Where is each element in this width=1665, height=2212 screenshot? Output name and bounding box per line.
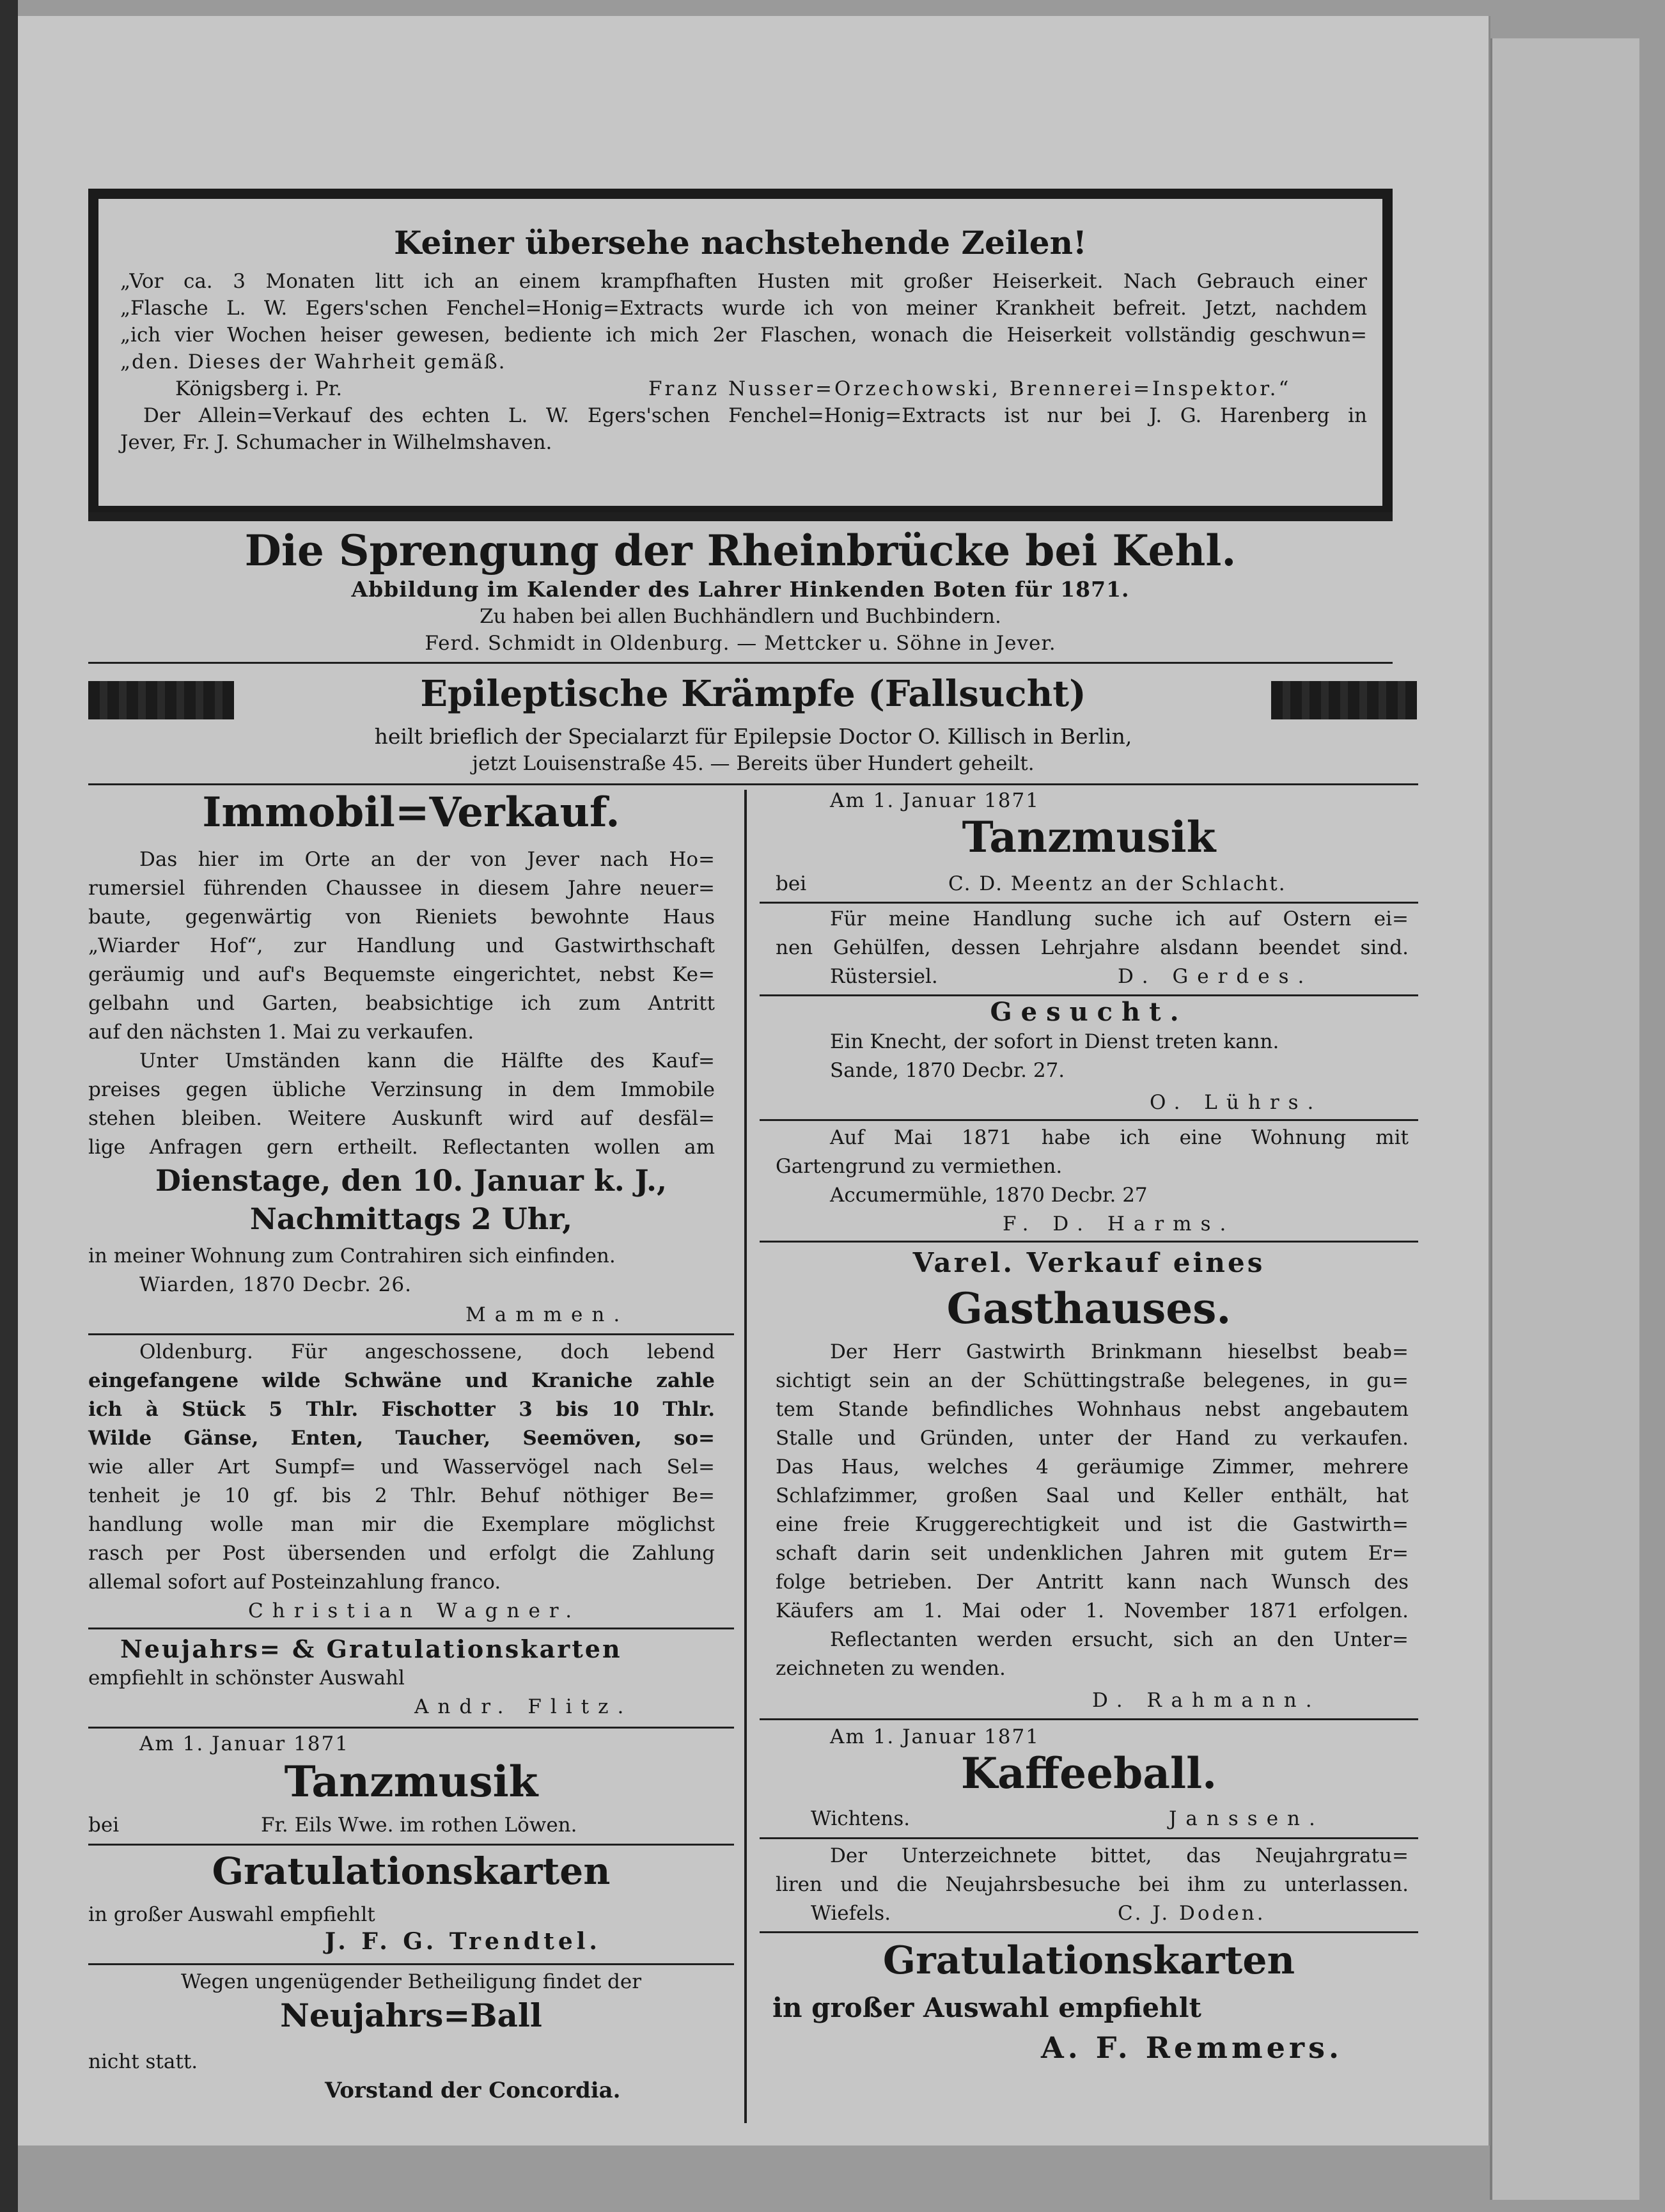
ball-signature: Vorstand der Concordia. xyxy=(325,2078,621,2103)
rule-left-3 xyxy=(88,1727,734,1729)
tanz-left-place: Fr. Eils Wwe. im rothen Löwen. xyxy=(261,1814,577,1837)
wagner-line-2: eingefangene wilde Schwäne und Kraniche zahle xyxy=(88,1369,715,1392)
immobil-date-2: Nachmittags 2 Uhr, xyxy=(249,1202,573,1236)
doden-line-1: Der Unterzeichnete bittet, das Neujahrgratu= xyxy=(830,1844,1409,1867)
varel-title-1: Varel. Verkauf eines xyxy=(912,1247,1265,1278)
ad-egers-title: Keiner übersehe nachstehende Zeilen! xyxy=(394,224,1087,262)
rule-right-1 xyxy=(760,902,1418,904)
immobil-line-5: geräumig und auf's Bequemste eingerichtet, nebst Ke= xyxy=(88,963,715,986)
ad-egers-line-3: „ich vier Wochen heiser gewesen, bediente ich mich 2er Flaschen, wonach die Heiserkeit vollständig geschwun= xyxy=(120,324,1367,347)
varel-line-12: zeichneten zu wenden. xyxy=(776,1657,1006,1680)
immobil-line-after: in meiner Wohnung zum Contrahiren sich einfinden. xyxy=(88,1244,616,1267)
immobil-line-1: Das hier im Orte an der von Jever nach Ho= xyxy=(139,848,715,871)
varel-line-9: folge betrieben. Der Antritt kann nach Wunsch des xyxy=(776,1571,1409,1594)
flitz-signature: Andr. Flitz. xyxy=(414,1695,633,1718)
rule-left-2 xyxy=(88,1628,734,1629)
immobil-line-3: baute, gegenwärtig von Rieniets bewohnte Haus xyxy=(88,906,715,929)
ad-egers-sales-1: Der Allein=Verkauf des echten L. W. Egers'schen Fenchel=Honig=Extracts ist nur bei J. G. Harenberg in xyxy=(143,404,1367,427)
ad-rheinbruecke-line-3: Ferd. Schmidt in Oldenburg. — Mettcker u. Söhne in Jever. xyxy=(425,632,1056,655)
rule-left-5 xyxy=(88,1963,734,1965)
kaffee-place: Wichtens. xyxy=(811,1807,911,1830)
immobil-line-6: gelbahn und Garten, beabsichtige ich zum Antritt xyxy=(88,992,715,1015)
varel-line-2: sichtigt sein an der Schüttingstraße belegenes, in gu= xyxy=(776,1369,1409,1392)
gerdes-signature: D. Gerdes. xyxy=(1118,965,1313,988)
ad-egers-place: Königsberg i. Pr. xyxy=(175,377,343,400)
immobil-line-4: „Wiarder Hof“, zur Handlung und Gastwirthschaft xyxy=(88,934,715,957)
gratulation-left-title: Gratulationskarten xyxy=(212,1849,611,1893)
wagner-line-6: tenheit je 10 gf. bis 2 Thlr. Behuf nöthiger Be= xyxy=(88,1484,715,1507)
varel-line-10: Käufers am 1. Mai oder 1. November 1871 erfolgen. xyxy=(776,1599,1409,1622)
varel-line-5: Das Haus, welches 4 geräumige Zimmer, mehrere xyxy=(776,1455,1409,1479)
rule-right-2 xyxy=(760,994,1418,996)
wagner-signature: Christian Wagner. xyxy=(248,1599,581,1622)
varel-line-1: Der Herr Gastwirth Brinkmann hieselbst beab= xyxy=(830,1340,1409,1363)
ad-egers-box xyxy=(88,189,1393,512)
tanz-right-place: C. D. Meentz an der Schlacht. xyxy=(948,872,1286,895)
ad-egers-signature: Franz Nusser=Orzechowski, Brennerei=Inspektor.“ xyxy=(648,377,1292,400)
gerdes-line-2: nen Gehülfen, dessen Lehrjahre alsdann beendet sind. xyxy=(776,936,1409,959)
immobil-line-11: lige Anfragen gern ertheilt. Reflectanten wollen am xyxy=(88,1136,715,1159)
doden-signature: C. J. Doden. xyxy=(1118,1902,1266,1925)
remmers-line: in großer Auswahl empfiehlt xyxy=(772,1992,1201,2023)
wagner-line-1: Oldenburg. Für angeschossene, doch lebend xyxy=(139,1340,715,1363)
gesucht-line-2: Sande, 1870 Decbr. 27. xyxy=(830,1059,1065,1082)
immobil-line-7: auf den nächsten 1. Mai zu verkaufen. xyxy=(88,1021,474,1044)
ball-line: Wegen ungenügender Betheiligung findet der xyxy=(180,1970,642,1993)
gerdes-line-1: Für meine Handlung suche ich auf Ostern ei= xyxy=(830,907,1409,930)
tanz-left-date: Am 1. Januar 1871 xyxy=(139,1732,349,1755)
wagner-line-4: Wilde Gänse, Enten, Taucher, Seemöven, so= xyxy=(88,1427,715,1450)
rule-below-epilepsie xyxy=(88,783,1418,785)
harms-signature: F. D. Harms. xyxy=(1003,1212,1235,1235)
gesucht-line-1: Ein Knecht, der sofort in Dienst treten kann. xyxy=(830,1030,1279,1053)
ad-epilepsie-line-1: heilt brieflich der Specialarzt für Epilepsie Doctor O. Killisch in Berlin, xyxy=(374,724,1132,749)
tanz-left-bei: bei xyxy=(88,1814,120,1837)
back-page-edge xyxy=(1490,38,1639,2200)
varel-line-4: Stalle und Gründen, unter der Hand zu verkaufen. xyxy=(776,1427,1409,1450)
wagner-line-9: allemal sofort auf Posteinzahlung franco. xyxy=(88,1571,501,1594)
ad-egers-line-1: „Vor ca. 3 Monaten litt ich an einem krampfhaften Husten mit großer Heiserkeit. Nach Gebrauch einer xyxy=(120,270,1367,293)
gratulation-left-signature: J. F. G. Trendtel. xyxy=(325,1928,601,1955)
immobil-line-9: preises gegen übliche Verzinsung in dem Immobile xyxy=(88,1078,715,1101)
wagner-line-5: wie aller Art Sumpf= und Wasservögel nach Sel= xyxy=(88,1455,715,1479)
tanz-right-bei: bei xyxy=(776,872,807,895)
ad-epilepsie-title: Epileptische Krämpfe (Fallsucht) xyxy=(420,673,1086,715)
tanz-right-date: Am 1. Januar 1871 xyxy=(830,789,1040,812)
doden-place: Wiefels. xyxy=(811,1902,891,1925)
immobil-line-8: Unter Umständen kann die Hälfte des Kauf= xyxy=(139,1049,715,1072)
book-spine xyxy=(0,0,18,2212)
harms-line-2: Gartengrund zu vermiethen. xyxy=(776,1155,1063,1178)
flitz-line: empfiehlt in schönster Auswahl xyxy=(88,1667,405,1690)
ad-egers-line-4: „den. Dieses der Wahrheit gemäß. xyxy=(120,350,506,373)
varel-line-3: tem Stande befindliches Wohnhaus nebst angebautem xyxy=(776,1398,1409,1421)
varel-line-7: eine freie Kruggerechtigkeit und ist die Gastwirth= xyxy=(776,1513,1409,1536)
immobil-place: Wiarden, 1870 Decbr. 26. xyxy=(139,1273,412,1296)
gerdes-place: Rüstersiel. xyxy=(830,965,938,988)
rule-left-1 xyxy=(88,1333,734,1335)
gratulation-left-line: in großer Auswahl empfiehlt xyxy=(88,1903,375,1926)
harms-line-3: Accumermühle, 1870 Decbr. 27 xyxy=(830,1184,1148,1207)
doden-line-2: liren und die Neujahrsbesuche bei ihm zu unterlassen. xyxy=(776,1873,1409,1896)
rule-right-6 xyxy=(760,1837,1418,1839)
gesucht-signature: O. Lührs. xyxy=(1150,1091,1323,1114)
remmers-signature: A. F. Remmers. xyxy=(1041,2030,1343,2065)
kaffee-title: Kaffeeball. xyxy=(960,1748,1217,1798)
ad-egers-sales-2: Jever, Fr. J. Schumacher in Wilhelmshaven. xyxy=(120,431,552,454)
gesucht-title: Gesucht. xyxy=(990,997,1188,1027)
immobil-line-10: stehen bleiben. Weitere Auskunft wird auf desfäl= xyxy=(88,1107,715,1130)
kaffee-signature: Janssen. xyxy=(1169,1807,1324,1830)
tanz-left-title: Tanzmusik xyxy=(284,1757,538,1807)
rule-left-4 xyxy=(88,1844,734,1846)
remmers-title: Gratulationskarten xyxy=(882,1938,1295,1983)
ad-egers-line-2: „Flasche L. W. Egers'schen Fenchel=Honig=Extracts wurde ich von meiner Krankheit befreit. Jetzt, nachdem xyxy=(120,297,1367,320)
varel-line-11: Reflectanten werden ersucht, sich an den Unter= xyxy=(830,1628,1409,1651)
immobil-line-2: rumersiel führenden Chaussee in diesem Jahre neuer= xyxy=(88,877,715,900)
rule-right-7 xyxy=(760,1931,1418,1933)
ad-epilepsie-line-2: jetzt Louisenstraße 45. — Bereits über Hundert geheilt. xyxy=(472,752,1035,775)
immobil-signature: Mammen. xyxy=(465,1303,629,1326)
wagner-line-7: handlung wolle man mir die Exemplare möglichst xyxy=(88,1513,715,1536)
wagner-line-8: rasch per Post übersenden und erfolgt die Zahlung xyxy=(88,1542,715,1565)
varel-title-2: Gasthauses. xyxy=(946,1283,1231,1333)
kaffee-date: Am 1. Januar 1871 xyxy=(830,1725,1040,1748)
varel-signature: D. Rahmann. xyxy=(1092,1689,1321,1712)
wagner-line-3: ich à Stück 5 Thlr. Fischotter 3 bis 10 Thlr. xyxy=(88,1398,715,1421)
column-divider xyxy=(744,790,747,2123)
ad-rheinbruecke-line-2: Zu haben bei allen Buchhändlern und Buchbindern. xyxy=(480,605,1001,628)
rule-right-3 xyxy=(760,1119,1418,1121)
varel-line-6: Schlafzimmer, großen Saal und Keller enthält, hat xyxy=(776,1484,1409,1507)
newspaper-page xyxy=(18,16,1490,2145)
rule-right-5 xyxy=(760,1718,1418,1720)
rule-below-rheinbruecke xyxy=(88,662,1393,664)
ball-end: nicht statt. xyxy=(88,2050,198,2073)
varel-line-8: schaft darin seit undenklichen Jahren mit gutem Er= xyxy=(776,1542,1409,1565)
tanz-right-title: Tanzmusik xyxy=(962,812,1216,862)
ball-title: Neujahrs=Ball xyxy=(280,1996,542,2034)
immobil-date-1: Dienstage, den 10. Januar k. J., xyxy=(155,1163,668,1198)
flitz-title: Neujahrs= & Gratulationskarten xyxy=(120,1635,622,1663)
harms-line-1: Auf Mai 1871 habe ich eine Wohnung mit xyxy=(830,1126,1409,1149)
rule-below-egers xyxy=(88,512,1393,521)
ad-rheinbruecke-title: Die Sprengung der Rheinbrücke bei Kehl. xyxy=(244,526,1237,576)
immobil-title: Immobil=Verkauf. xyxy=(202,788,620,836)
ad-rheinbruecke-line-1: Abbildung im Kalender des Lahrer Hinkenden Boten für 1871. xyxy=(351,577,1130,602)
rule-right-4 xyxy=(760,1241,1418,1243)
